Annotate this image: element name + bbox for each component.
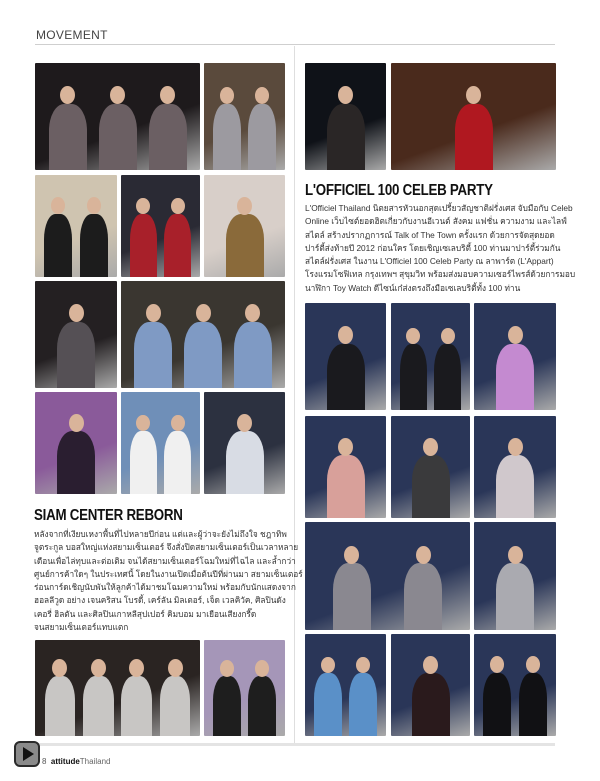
person-head [338, 326, 353, 344]
body-line: หลังจากที่เงียบเหงาพื้นที่ไปหลายปีก่อน แต่และผู้ว่าจะยังไม่ถึงใจ ชฎาทิพ [34, 529, 287, 539]
body-line: นาฬิกา Toy Watch ดีไซน์เก๋ส่งตรงถึงมือเซเลบริตี้ทั้ง 100 ท่าน [305, 282, 521, 293]
event-photo [305, 416, 386, 518]
person-head [220, 87, 234, 104]
event-photo [305, 522, 470, 630]
body-line: สไตล์ฝรั่งเศส ในงาน L'Officiel 100 Celeb Party ณ ลาพาร์ต (L'Appart) [305, 256, 554, 267]
article-body-lofficiel [305, 202, 575, 295]
person-silhouette [44, 214, 73, 277]
person-silhouette [164, 214, 191, 277]
body-line: ร่อนการ์ดเชิญนับพันให้ลูกค้าได้มาชมโฉมความใหม่ พร้อมกับนักแสดงจาก [34, 582, 296, 593]
header-divider [35, 44, 555, 45]
event-photo [305, 634, 386, 736]
person-silhouette [130, 431, 157, 494]
event-photo [121, 392, 200, 494]
event-photo [391, 634, 470, 736]
person-head [91, 659, 106, 677]
person-silhouette [57, 431, 95, 494]
person-silhouette [149, 104, 187, 170]
person-head [338, 438, 353, 456]
person-head [490, 656, 504, 673]
person-silhouette [434, 344, 461, 410]
event-photo [391, 63, 556, 170]
person-silhouette [483, 673, 512, 736]
person-silhouette [160, 676, 191, 736]
person-head [406, 328, 420, 344]
person-silhouette [314, 673, 342, 736]
event-photo [35, 63, 200, 170]
person-silhouette [130, 214, 157, 277]
event-photo [474, 416, 556, 518]
event-photo [204, 392, 285, 494]
event-photo [204, 175, 285, 277]
body-line: ศูนย์การค้าใดๆ ในประเทศนี้ โดยในงานเปิดเมื่อต้นปีที่ผ่านมา สยามเซ็นเตอร์ [34, 568, 303, 579]
person-silhouette [327, 455, 365, 518]
person-silhouette [404, 563, 442, 630]
body-line: L'Officiel Thailand นิตยสารหัวนอกสุดเปรี้ยวสัญชาติฝรั่งเศส จับมือกับ Celeb [305, 203, 573, 213]
page-footer [42, 757, 110, 766]
person-head [466, 86, 481, 104]
person-head [338, 86, 353, 104]
event-photo [35, 392, 117, 494]
article-heading-siam-center: SIAM CENTER REBORN [34, 507, 183, 524]
person-silhouette [213, 676, 241, 736]
column-divider [294, 46, 295, 744]
person-head [255, 87, 269, 104]
person-head [255, 660, 269, 677]
body-line: จูตระกูล บอสใหญ่แห่งสยามเซ็นเตอร์ จึงสั่งปิดสยามเซ็นเตอร์เป็นเวลาหลาย [34, 542, 299, 553]
person-head [416, 546, 431, 564]
person-silhouette [248, 104, 276, 170]
person-silhouette [226, 431, 264, 494]
person-silhouette [519, 673, 548, 736]
person-head [344, 546, 359, 564]
person-head [237, 414, 252, 432]
person-silhouette [83, 676, 114, 736]
body-line: เดือนเพื่อไล่ทุบและต่อเติม จนได้สยามเซ็นเตอร์โฉมใหม่ที่ไฉไล และล้ำกว่า [34, 555, 296, 566]
person-head [69, 414, 84, 432]
person-head [321, 657, 335, 674]
body-line: ปาร์ตี้ส่งท้ายปี 2012 ก่อนใคร โดยเชิญเซเลบริตี้ 100 ท่านมาปาร์ตี้ร่วมกัน [305, 242, 561, 253]
person-silhouette [184, 322, 222, 388]
person-silhouette [164, 431, 191, 494]
event-photo [204, 63, 285, 170]
body-line: จนสยามเซ็นเตอร์แทบแตก [34, 622, 129, 633]
person-head [508, 326, 523, 344]
person-head [356, 657, 370, 674]
section-label: MOVEMENT [36, 28, 108, 42]
event-photo [391, 303, 470, 410]
person-silhouette [455, 104, 493, 170]
person-silhouette [496, 344, 534, 410]
person-silhouette [99, 104, 137, 170]
person-silhouette [57, 322, 95, 388]
person-head [220, 660, 234, 677]
person-head [196, 304, 211, 322]
play-icon [23, 747, 34, 761]
magazine-brand-light: Thailand [79, 757, 111, 766]
body-line: เคอรี่ ฮิลตัน และศิลปินเกาหลีสุปเปอร์ คิมบอม มาเยือนเสียงกรี๊ด [34, 608, 257, 619]
person-head [146, 304, 161, 322]
event-photo [121, 175, 200, 277]
body-line: Online เว็บไซต์ยอดฮิตเกี่ยวกับงานอีเวนต์ สังคม แฟชั่น ความงาม และไลฟ์ [305, 216, 567, 227]
article-heading-lofficiel: L'OFFICIEL 100 CELEB PARTY [305, 182, 493, 199]
person-head [136, 415, 150, 431]
person-head [171, 415, 185, 431]
person-head [508, 438, 523, 456]
person-head [110, 86, 125, 104]
event-photo [305, 63, 386, 170]
person-head [160, 86, 175, 104]
person-head [245, 304, 260, 322]
magazine-brand-bold: attitude [50, 757, 80, 766]
event-photo [204, 640, 285, 736]
person-silhouette [80, 214, 109, 277]
person-silhouette [49, 104, 87, 170]
person-silhouette [248, 676, 276, 736]
person-head [129, 659, 144, 677]
person-head [52, 659, 67, 677]
body-line: โรงแรมโซฟิเทล กรุงเทพฯ สุขุมวิท พร้อมส่งมอบความเซอร์ไพรส์ด้วยการมอบ [305, 269, 576, 280]
person-head [51, 197, 65, 214]
person-head [508, 546, 523, 564]
left-article [34, 507, 303, 634]
person-silhouette [412, 455, 450, 518]
person-silhouette [134, 322, 172, 388]
event-photo [391, 416, 470, 518]
person-silhouette [496, 455, 534, 518]
person-silhouette [496, 563, 534, 630]
person-silhouette [333, 563, 371, 630]
event-photo [121, 281, 285, 388]
person-head [69, 304, 84, 322]
event-photo [35, 640, 200, 736]
person-head [423, 438, 438, 456]
person-head [441, 328, 455, 344]
event-photo [35, 175, 117, 277]
person-silhouette [121, 676, 152, 736]
person-silhouette [400, 344, 427, 410]
person-silhouette [213, 104, 241, 170]
person-head [168, 659, 183, 677]
event-photo [474, 522, 556, 630]
person-silhouette [327, 344, 365, 410]
page-number: 8 [42, 757, 47, 766]
play-button[interactable] [14, 741, 40, 767]
person-silhouette [412, 673, 450, 736]
event-photo [474, 303, 556, 410]
person-head [136, 198, 150, 214]
person-head [423, 656, 438, 674]
article-body-siam-center [34, 528, 303, 634]
body-line: ฮอลลีวูด อย่าง เจนคริสน โบรดี้, เคร์ลัน มิลเตอร์, เจ็ด เวลคิวัค, ศิลปินดัง [34, 595, 286, 606]
right-article [305, 182, 575, 295]
person-head [171, 198, 185, 214]
body-line: สไตล์ สร้างปรากฏการณ์ Talk of The Town ครั้งแรก ด้วยการจัดสุดยอด [305, 229, 555, 240]
person-head [237, 197, 252, 215]
event-photo [474, 634, 556, 736]
person-silhouette [327, 104, 365, 170]
person-silhouette [226, 214, 264, 277]
event-photo [305, 303, 386, 410]
event-photo [35, 281, 117, 388]
person-silhouette [45, 676, 76, 736]
person-head [526, 656, 540, 673]
person-head [60, 86, 75, 104]
person-silhouette [349, 673, 377, 736]
footer-divider [35, 743, 555, 746]
person-silhouette [234, 322, 272, 388]
person-head [87, 197, 101, 214]
